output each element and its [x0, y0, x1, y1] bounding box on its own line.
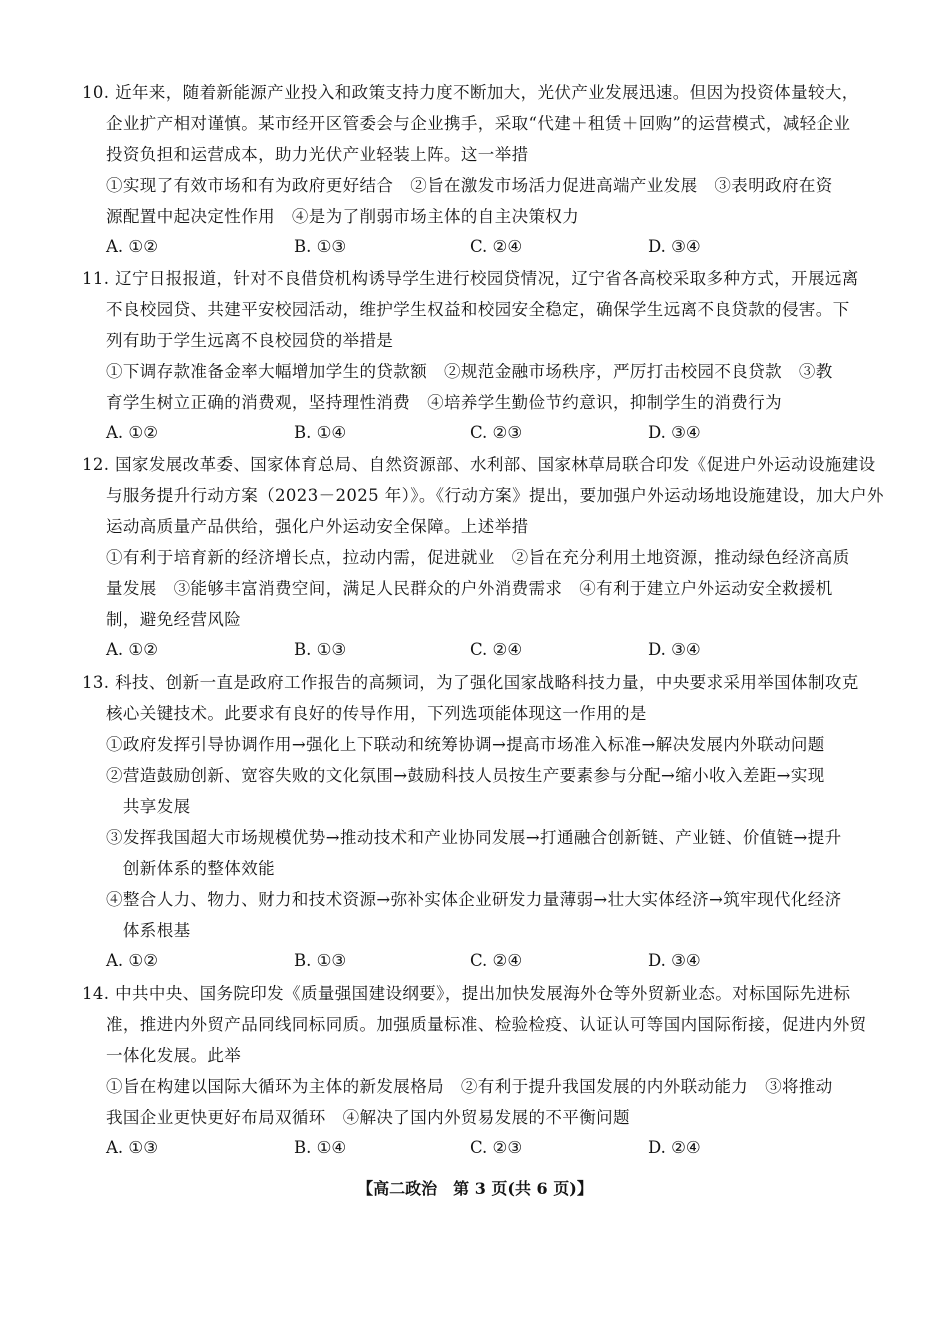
question-text-line: 运动高质量产品供给，强化户外运动安全保障。上述举措: [106, 517, 529, 536]
question-text-line: 12. 国家发展改革委、国家体育总局、自然资源部、水利部、国家林草局联合印发《促进户外运动设施建设: [82, 455, 876, 474]
option-a[interactable]: A. ①②: [106, 951, 158, 970]
question-text-line: 与服务提升行动方案（2023－2025 年）》。《行动方案》提出，要加强户外运动场地设施建设，加大户外: [106, 486, 884, 505]
question-text-line: 投资负担和运营成本，助力光伏产业轻装上阵。这一举措: [106, 145, 529, 164]
answer-options: [106, 1138, 806, 1160]
statement-line: ②营造鼓励创新、宽容失败的文化氛围→鼓励科技人员按生产要素参与分配→缩小收入差距→实现: [106, 766, 825, 785]
statement-line: 源配置中起决定性作用 ④是为了削弱市场主体的自主决策权力: [106, 207, 580, 226]
page-footer: 【高二政治 第 3 页(共 6 页)】: [357, 1179, 593, 1198]
statement-line: ①实现了有效市场和有为政府更好结合 ②旨在激发市场活力促进高端产业发展 ③表明政府在资: [106, 176, 833, 195]
statement-line: ①政府发挥引导协调作用→强化上下联动和统筹协调→提高市场准入标准→解决发展内外联动问题: [106, 735, 825, 754]
statement-line: ③发挥我国超大市场规模优势→推动技术和产业协同发展→打通融合创新链、产业链、价值链→提升: [106, 828, 842, 847]
statement-line: 制，避免经营风险: [106, 610, 242, 629]
option-b[interactable]: B. ①④: [294, 1138, 347, 1157]
statement-line: ④整合人力、物力、财力和技术资源→弥补实体企业研发力量薄弱→壮大实体经济→筑牢现代化经济: [106, 890, 842, 909]
option-d[interactable]: D. ③④: [648, 951, 701, 970]
option-d[interactable]: D. ③④: [648, 423, 701, 442]
answer-options: [106, 423, 806, 445]
option-d[interactable]: D. ②④: [648, 1138, 701, 1157]
statement-line: 共享发展: [106, 797, 191, 816]
question-text-line: 列有助于学生远离不良校园贷的举措是: [106, 331, 394, 350]
statement-line: ①有利于培育新的经济增长点，拉动内需，促进就业 ②旨在充分利用土地资源，推动绿色经济高质: [106, 548, 850, 567]
option-c[interactable]: C. ②④: [470, 951, 523, 970]
option-d[interactable]: D. ③④: [648, 640, 701, 659]
option-d[interactable]: D. ③④: [648, 237, 701, 256]
statement-line: ①下调存款准备金率大幅增加学生的贷款额 ②规范金融市场秩序，严厉打击校园不良贷款 ③教: [106, 362, 833, 381]
question-text-line: 准，推进内外贸产品同线同标同质。加强质量标准、检验检疫、认证认可等国内国际衔接，促进内外贸: [106, 1015, 867, 1034]
answer-options: [106, 640, 806, 662]
option-a[interactable]: A. ①②: [106, 423, 158, 442]
option-c[interactable]: C. ②④: [470, 640, 523, 659]
statement-line: 创新体系的整体效能: [106, 859, 275, 878]
question-text-line: 14. 中共中央、国务院印发《质量强国建设纲要》，提出加快发展海外仓等外贸新业态。对标国际先进标: [82, 984, 851, 1003]
option-c[interactable]: C. ②④: [470, 237, 523, 256]
option-a[interactable]: A. ①②: [106, 640, 158, 659]
option-b[interactable]: B. ①③: [294, 951, 347, 970]
question-text-line: 核心关键技术。此要求有良好的传导作用，下列选项能体现这一作用的是: [106, 704, 647, 723]
statement-line: 育学生树立正确的消费观，坚持理性消费 ④培养学生勤俭节约意识，抑制学生的消费行为: [106, 393, 782, 412]
statement-line: 量发展 ③能够丰富消费空间，满足人民群众的户外消费需求 ④有利于建立户外运动安全救援机: [106, 579, 833, 598]
answer-options: [106, 237, 806, 259]
option-c[interactable]: C. ②③: [470, 1138, 523, 1157]
option-a[interactable]: A. ①③: [106, 1138, 158, 1157]
option-b[interactable]: B. ①④: [294, 423, 347, 442]
question-text-line: 11. 辽宁日报报道，针对不良借贷机构诱导学生进行校园贷情况，辽宁省各高校采取多种方式，开展远离: [82, 269, 859, 288]
option-c[interactable]: C. ②③: [470, 423, 523, 442]
answer-options: [106, 951, 806, 973]
question-text-line: 13. 科技、创新一直是政府工作报告的高频词，为了强化国家战略科技力量，中央要求采用举国体制攻克: [82, 673, 859, 692]
question-text-line: 企业扩产相对谨慎。某市经开区管委会与企业携手，采取“代建＋租赁＋回购”的运营模式，减轻企业: [106, 114, 851, 133]
question-text-line: 一体化发展。此举: [106, 1046, 242, 1065]
statement-line: ①旨在构建以国际大循环为主体的新发展格局 ②有利于提升我国发展的内外联动能力 ③将推动: [106, 1077, 833, 1096]
statement-line: 我国企业更快更好布局双循环 ④解决了国内外贸易发展的不平衡问题: [106, 1108, 630, 1127]
option-b[interactable]: B. ①③: [294, 640, 347, 659]
statement-line: 体系根基: [106, 921, 191, 940]
question-text-line: 10. 近年来，随着新能源产业投入和政策支持力度不断加大，光伏产业发展迅速。但因为投资体量较大，: [82, 83, 859, 102]
question-text-line: 不良校园贷、共建平安校园活动，维护学生权益和校园安全稳定，确保学生远离不良贷款的侵害。下: [106, 300, 850, 319]
option-b[interactable]: B. ①③: [294, 237, 347, 256]
option-a[interactable]: A. ①②: [106, 237, 158, 256]
